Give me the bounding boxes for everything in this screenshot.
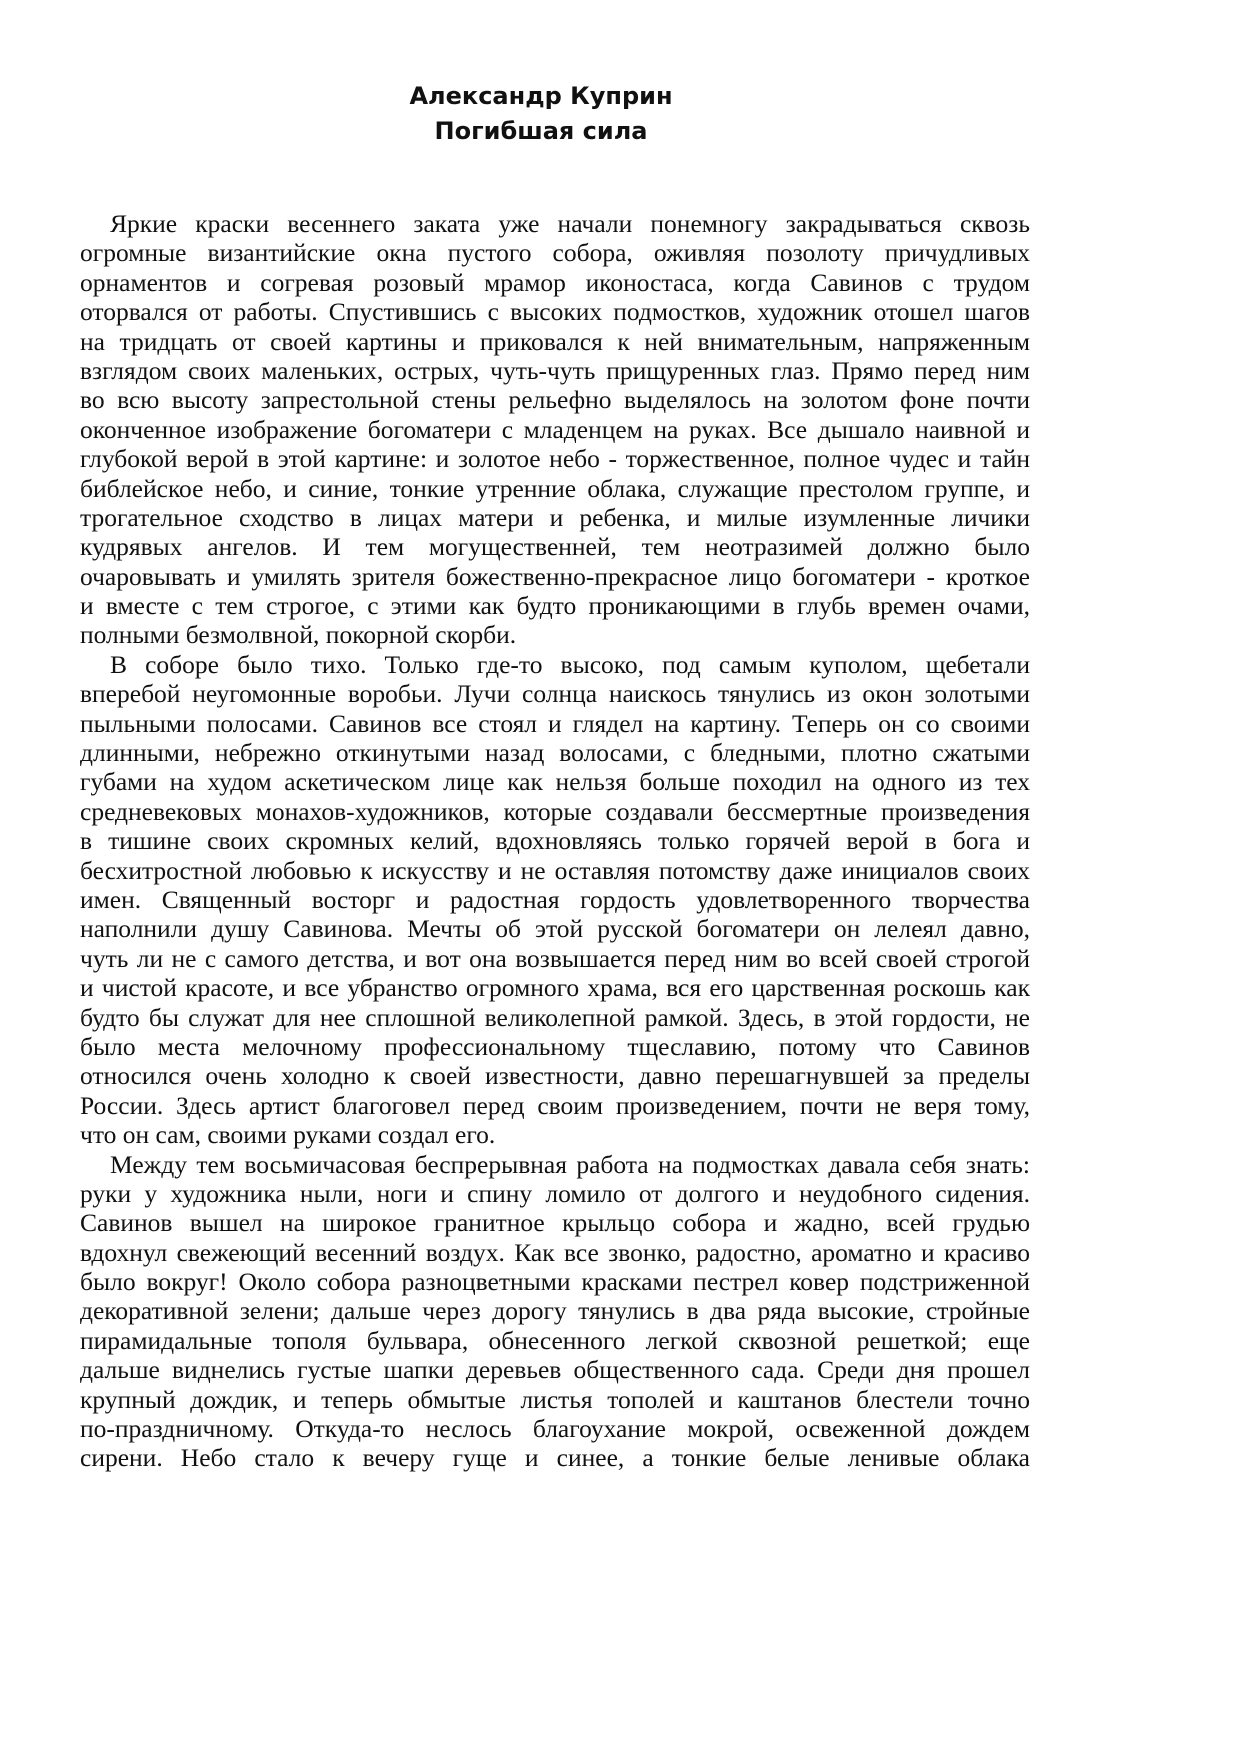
text-line: В соборе было тихо. Только где-то высоко, под самым куполом, щебетали xyxy=(110,649,1030,679)
text-line: наполнили душу Савинова. Мечты об этой русской богоматери он лелеял давно, xyxy=(80,914,1030,944)
text-line: относился очень холодно к своей известности, давно перешагнувшей за пределы xyxy=(80,1061,1030,1091)
text-line: оконченное изображение богоматери с младенцем на руках. Все дышало наивной и xyxy=(80,414,1030,444)
text-line: трогательное сходство в лицах матери и ребенка, и милые изумленные личики xyxy=(80,502,1030,532)
text-line: глубокой верой в этой картине: и золотое небо - торжественное, полное чудес и тайн xyxy=(80,444,1030,474)
text-line: огромные византийские окна пустого собора, оживляя позолоту причудливых xyxy=(80,238,1030,268)
text-line: пирамидальные тополя бульвара, обнесенного легкой сквозной решеткой; еще xyxy=(80,1325,1030,1355)
text-line: имен. Священный восторг и радостная гордость удовлетворенного творчества xyxy=(80,884,1030,914)
text-line: бесхитростной любовью к искусству и не оставляя потомству даже инициалов своих xyxy=(80,855,1030,885)
text-line: пыльными полосами. Савинов все стоял и глядел на картину. Теперь он со своими xyxy=(80,708,1030,738)
text-line: кудрявых ангелов. И тем могущественней, тем неотразимей должно было xyxy=(80,532,1030,562)
story-title: Погибшая сила xyxy=(434,117,648,145)
text-line: орнаментов и согревая розовый мрамор иконостаса, когда Савинов с трудом xyxy=(80,267,1030,297)
text-line: что он сам, своими руками создал его. xyxy=(80,1120,496,1150)
text-line: губами на худом аскетическом лице как нельзя больше походил на одного из тех xyxy=(80,767,1030,797)
text-line: России. Здесь артист благоговел перед своим произведением, почти не веря тому, xyxy=(80,1090,1030,1120)
text-line: было вокруг! Около собора разноцветными красками пестрел ковер подстриженной xyxy=(80,1267,1030,1297)
text-line: взглядом своих маленьких, острых, чуть-чуть прищуренных глаз. Прямо перед ним xyxy=(80,355,1030,385)
text-line: и чистой красоте, и все убранство огромного храма, вся его царственная роскошь как xyxy=(80,973,1030,1003)
text-line: полными безмолвной, покорной скорби. xyxy=(80,620,517,650)
text-line: во всю высоту запрестольной стены рельефно выделялось на золотом фоне почти xyxy=(80,385,1030,415)
text-line: чуть ли не с самого детства, и вот она возвышается перед ним во всей своей строгой xyxy=(80,943,1030,973)
author-heading: Александр Куприн xyxy=(409,82,673,110)
text-line: руки у художника ныли, ноги и спину ломило от долгого и неудобного сидения. xyxy=(80,1178,1030,1208)
text-line: по-праздничному. Откуда-то неслось благоухание мокрой, освеженной дождем xyxy=(80,1414,1030,1444)
text-line: библейское небо, и синие, тонкие утренние облака, служащие престолом группе, и xyxy=(80,473,1030,503)
text-line: дальше виднелись густые шапки деревьев общественного сада. Среди дня прошел xyxy=(80,1355,1030,1385)
text-line: декоративной зелени; дальше через дорогу тянулись в два ряда высокие, стройные xyxy=(80,1296,1030,1326)
text-line: очаровывать и умилять зрителя божественно-прекрасное лицо богоматери - кроткое xyxy=(80,561,1030,591)
paragraph xyxy=(80,650,1030,1150)
text-line: вдохнул свежеющий весенний воздух. Как все звонко, радостно, ароматно и красиво xyxy=(80,1237,1030,1267)
document-body xyxy=(80,209,1030,1473)
text-line: будто бы служат для нее сплошной великолепной рамкой. Здесь, в этой гордости, не xyxy=(80,1002,1030,1032)
text-line: на тридцать от своей картины и приковался к ней внимательным, напряженным xyxy=(80,326,1030,356)
text-line: оторвался от работы. Спустившись с высоких подмостков, художник отошел шагов xyxy=(80,297,1030,327)
paragraph xyxy=(80,209,1030,650)
text-line: Между тем восьмичасовая беспрерывная работа на подмостках давала себя знать: xyxy=(110,1149,1030,1179)
text-line: в тишине своих скромных келий, вдохновляясь только горячей верой в бога и xyxy=(80,826,1030,856)
text-line: сирени. Небо стало к вечеру гуще и синее, а тонкие белые ленивые облака xyxy=(80,1443,1030,1473)
text-line: средневековых монахов-художников, которые создавали бессмертные произведения xyxy=(80,796,1030,826)
text-line: вперебой неугомонные воробьи. Лучи солнца наискось тянулись из окон золотыми xyxy=(80,679,1030,709)
text-line: Савинов вышел на широкое гранитное крыльцо собора и жадно, всей грудью xyxy=(80,1208,1030,1238)
text-line: длинными, небрежно откинутыми назад волосами, с бледными, плотно сжатыми xyxy=(80,738,1030,768)
text-line: было места мелочному профессиональному тщеславию, потому что Савинов xyxy=(80,1031,1030,1061)
paragraph xyxy=(80,1150,1030,1473)
text-line: крупный дождик, и теперь обмытые листья тополей и каштанов блестели точно xyxy=(80,1384,1030,1414)
text-line: и вместе с тем строгое, с этими как будто проникающими в глубь времен очами, xyxy=(80,591,1030,621)
text-line: Яркие краски весеннего заката уже начали понемногу закрадываться сквозь xyxy=(110,209,1030,238)
